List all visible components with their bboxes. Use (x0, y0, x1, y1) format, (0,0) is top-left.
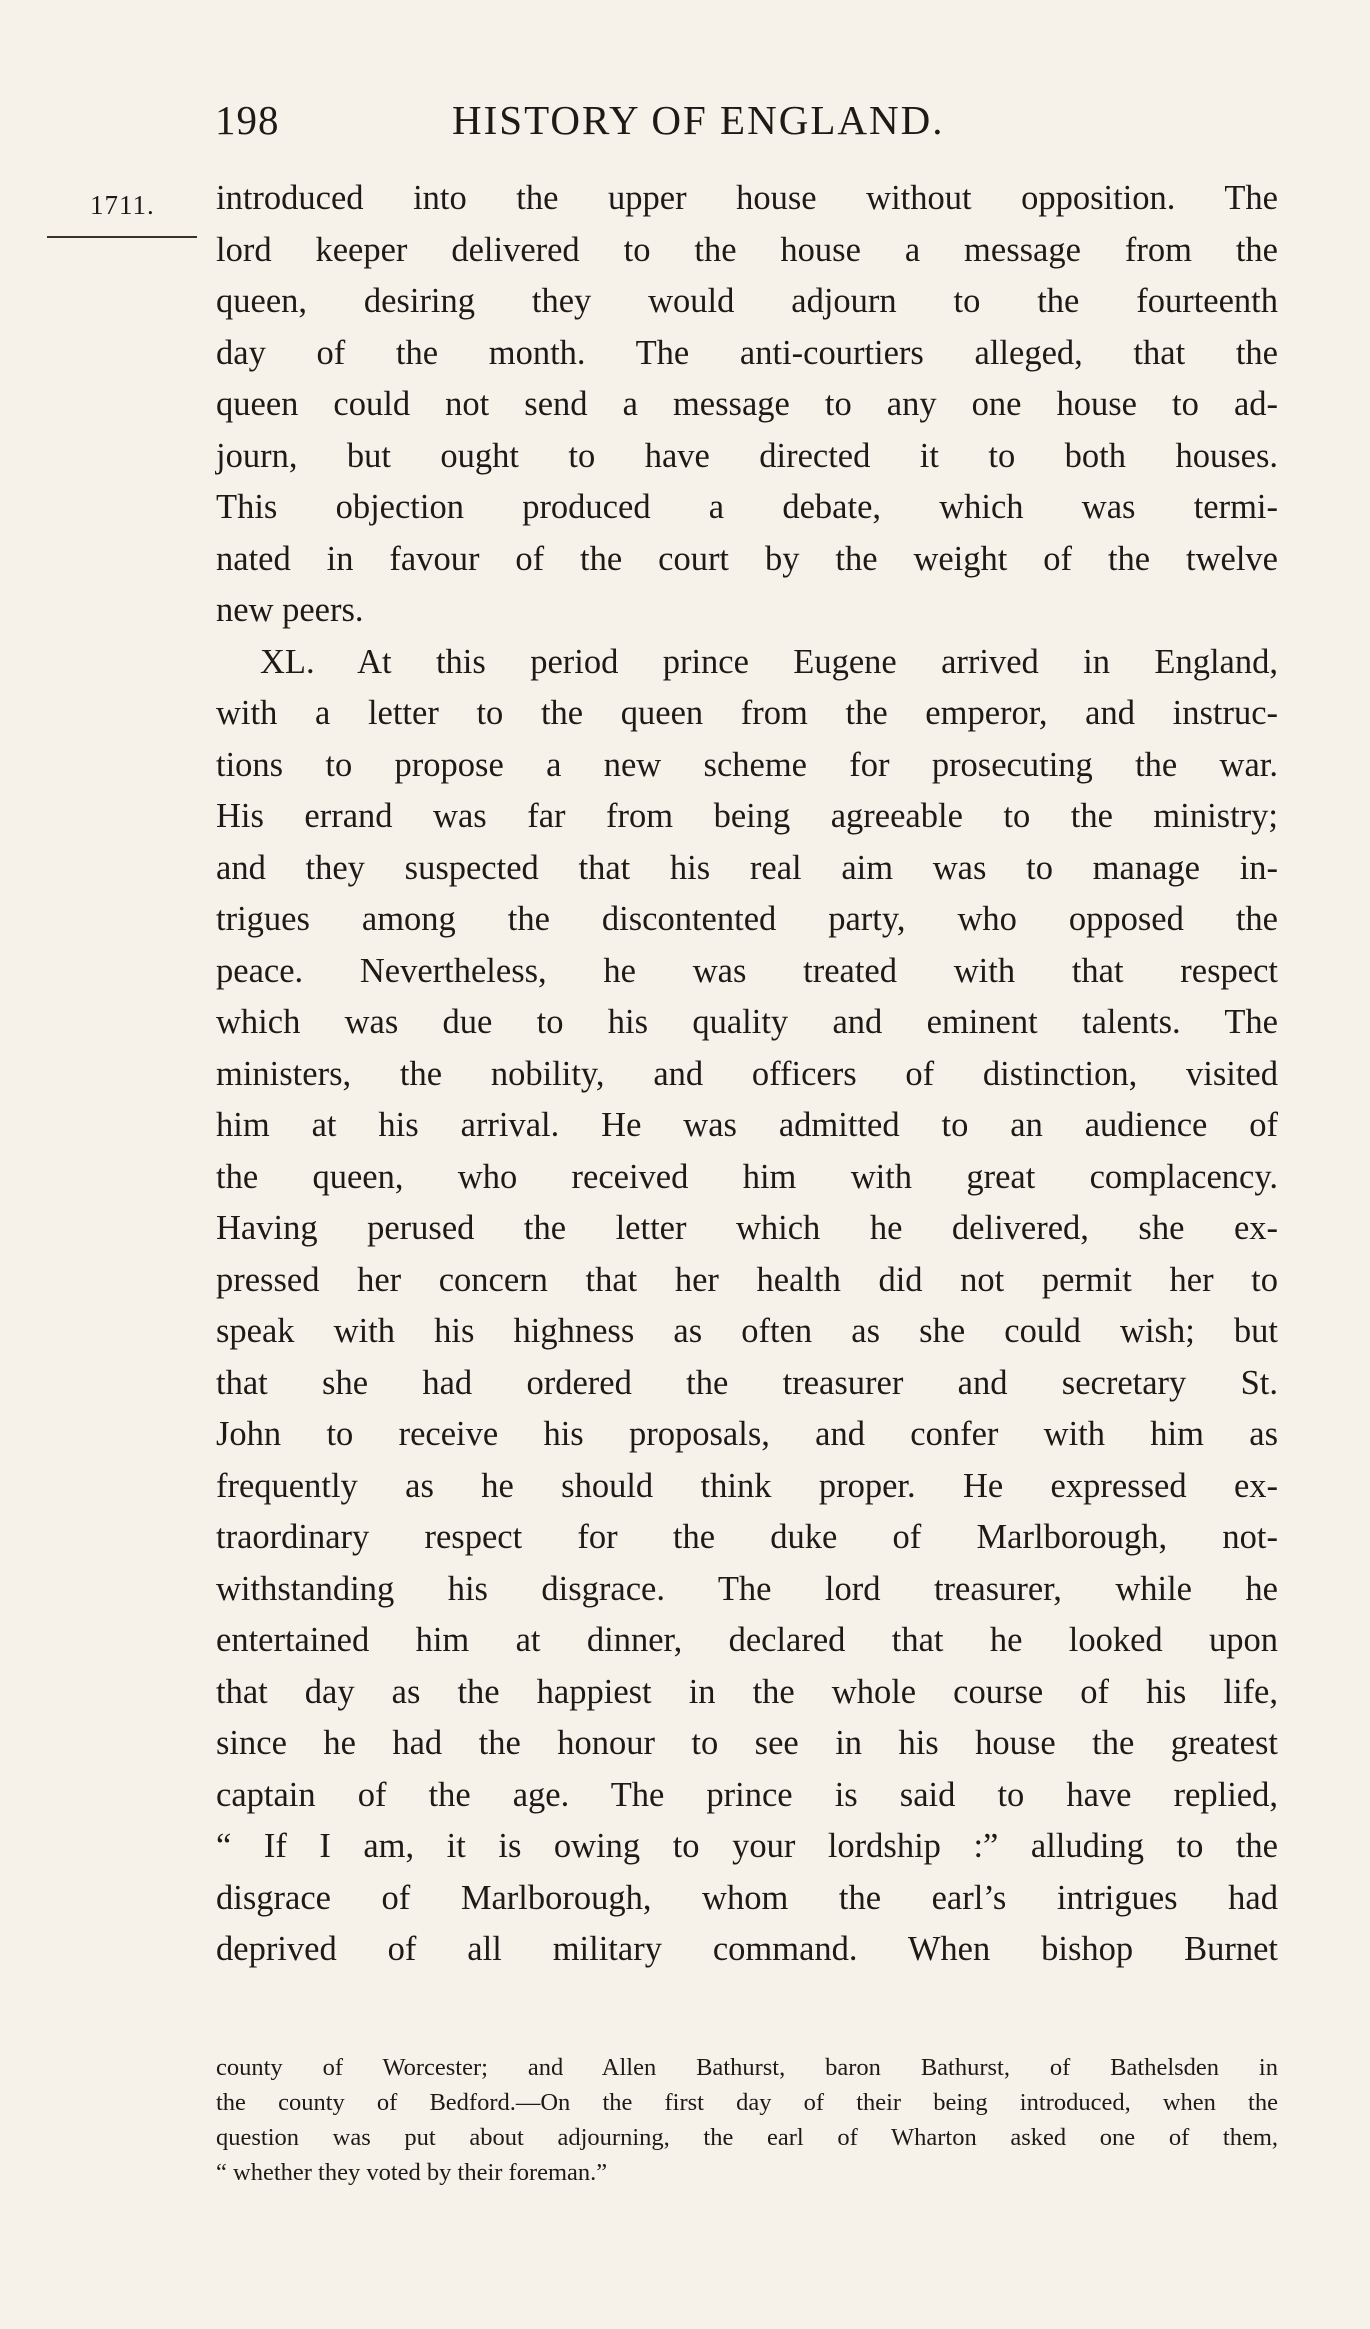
text-line: and they suspected that his real aim was to manage in- (216, 848, 1278, 887)
text-line: queen could not send a message to any one house to ad- (216, 385, 1278, 423)
text-line: speak with his highness as often as she could wish; but (216, 1312, 1278, 1350)
text-line: Having perused the letter which he delivered, she ex- (216, 1209, 1278, 1247)
text-line: pressed her concern that her health did not permit her to (216, 1260, 1278, 1299)
text-line: him at his arrival. He was admitted to an audience of (216, 1106, 1278, 1144)
footnote-line: county of Worcester; and Allen Bathurst, baron Bathurst, of Bathelsden in (216, 2054, 1278, 2081)
text-line: lord keeper delivered to the house a message from the (216, 230, 1278, 269)
footnote-line: question was put about adjourning, the earl of Wharton asked one of them, (216, 2124, 1278, 2151)
page-title: HISTORY OF ENGLAND. (452, 97, 945, 143)
running-head (215, 96, 1275, 152)
text-line: withstanding his disgrace. The lord treasurer, while he (216, 1569, 1278, 1608)
page-number: 198 (215, 97, 280, 143)
text-line: “ If I am, it is owing to your lordship :” alluding to the (216, 1827, 1278, 1865)
text-line: tions to propose a new scheme for prosecuting the war. (216, 745, 1278, 784)
text-line: day of the month. The anti-courtiers alleged, that the (216, 333, 1278, 372)
text-line: deprived of all military command. When bishop Burnet (216, 1930, 1278, 1968)
text-line: nated in favour of the court by the weight of the twelve (216, 539, 1278, 578)
margin-rule (47, 236, 197, 238)
text-line: introduced into the upper house without opposition. The (216, 179, 1278, 217)
text-line: disgrace of Marlborough, whom the earl’s intrigues had (216, 1878, 1278, 1917)
text-line: This objection produced a debate, which was termi- (216, 488, 1278, 526)
text-line: that she had ordered the treasurer and secretary St. (216, 1363, 1278, 1402)
body-text (216, 173, 1278, 1976)
footnote-line: “ whether they voted by their foreman.” (216, 2159, 608, 2186)
text-line: trigues among the discontented party, who opposed the (216, 900, 1278, 938)
margin-year: 1711. (90, 190, 155, 220)
text-line: queen, desiring they would adjourn to the fourteenth (216, 282, 1278, 320)
text-line: ministers, the nobility, and officers of distinction, visited (216, 1054, 1278, 1093)
text-line: John to receive his proposals, and confer with him as (216, 1415, 1278, 1453)
text-line: new peers. (216, 591, 364, 629)
text-line: since he had the honour to see in his house the greatest (216, 1724, 1278, 1762)
text-line: XL. At this period prince Eugene arrived in England, (260, 642, 1278, 681)
text-line: frequently as he should think proper. He expressed ex- (216, 1466, 1278, 1505)
text-line: journ, but ought to have directed it to both houses. (216, 436, 1278, 475)
text-line: with a letter to the queen from the emperor, and instruc- (216, 694, 1278, 732)
footnote-line: the county of Bedford.—On the first day of their being introduced, when the (216, 2089, 1278, 2116)
text-line: that day as the happiest in the whole course of his life, (216, 1672, 1278, 1711)
text-line: which was due to his quality and eminent talents. The (216, 1003, 1278, 1041)
text-line: His errand was far from being agreeable to the ministry; (216, 797, 1278, 835)
footnote (216, 2050, 1278, 2190)
text-line: traordinary respect for the duke of Marlborough, not- (216, 1518, 1278, 1556)
text-line: entertained him at dinner, declared that he looked upon (216, 1621, 1278, 1659)
text-line: the queen, who received him with great complacency. (216, 1157, 1278, 1196)
text-line: peace. Nevertheless, he was treated with that respect (216, 951, 1278, 990)
text-line: captain of the age. The prince is said to have replied, (216, 1775, 1278, 1814)
